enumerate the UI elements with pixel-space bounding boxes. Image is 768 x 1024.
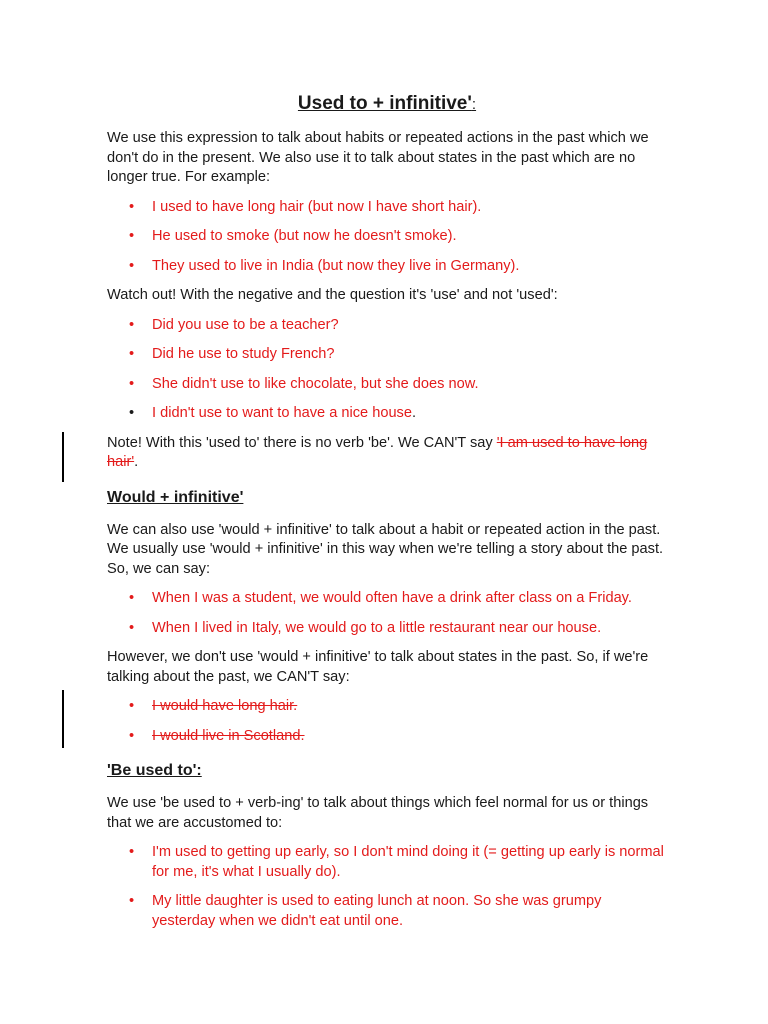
example-list — [107, 843, 667, 931]
list-item: • She didn't use to like chocolate, but she does now. — [107, 375, 667, 395]
example-list — [107, 589, 667, 638]
list-item: • I would live in Scotland. — [107, 727, 667, 747]
bullet-icon: • — [129, 198, 135, 215]
bullet-icon: • — [129, 375, 135, 392]
negative-example-list — [107, 316, 667, 424]
list-item: • My little daughter is used to eating lunch at noon. So she was grumpy yesterday when we didn't eat until one. — [129, 893, 602, 929]
bullet-icon: • — [129, 844, 135, 860]
list-item: • When I was a student, we would often have a drink after class on a Friday. — [107, 589, 667, 609]
note-paragraph: Note! With this 'used to' there is no verb 'be'. We CAN'T say 'I am used to have long hair'. — [107, 434, 648, 470]
bullet-icon: • — [129, 257, 135, 274]
section-title-would: Would + infinitive' — [107, 488, 244, 506]
section-title-used-to: Used to + infinitive': — [297, 93, 477, 114]
list-item: • I would have long hair. — [107, 697, 667, 717]
title-colon: : — [471, 96, 477, 113]
list-item: • I used to have long hair (but now I have short hair). — [107, 198, 667, 218]
watch-out-paragraph: Watch out! With the negative and the question it's 'use' and not 'used': — [107, 287, 558, 303]
bullet-icon: • — [129, 619, 135, 636]
bullet-icon: • — [129, 698, 135, 714]
intro-paragraph: We can also use 'would + infinitive' to talk about a habit or repeated action in the past. We usually use 'would + infinitive' in this way when we're telling a story about the past. So, we can say: — [107, 521, 664, 577]
document-page — [107, 90, 667, 941]
bullet-icon: • — [129, 590, 135, 606]
intro-paragraph: We use this expression to talk about habits or repeated actions in the past which we don't do in the present. We also use it to talk about states in the past which are no longer true. For example: — [107, 130, 649, 185]
list-item: • I'm used to getting up early, so I don't mind doing it (= getting up early is normal for me, it's what I usually do). — [129, 844, 664, 880]
list-item: • Did you use to be a teacher? — [107, 316, 667, 336]
example-list — [107, 198, 667, 277]
bullet-icon: • — [129, 228, 135, 244]
wrong-example-list — [107, 697, 667, 746]
intro-paragraph: We use 'be used to + verb-ing' to talk about things which feel normal for us or things that we are accustomed to: — [107, 795, 649, 831]
revision-bar — [62, 690, 64, 748]
bullet-icon: • — [129, 893, 135, 909]
struck-example: 'I am used to have long hair' — [107, 434, 648, 470]
list-item: • They used to live in India (but now they live in Germany). — [107, 257, 667, 277]
list-item: • When I lived in Italy, we would go to a little restaurant near our house. — [107, 619, 667, 639]
bullet-icon: • — [129, 316, 135, 333]
list-item: • I didn't use to want to have a nice house. — [107, 404, 667, 424]
list-item: • Did he use to study French? — [107, 345, 667, 365]
bullet-icon: • — [129, 346, 135, 362]
bullet-icon: • — [129, 405, 135, 421]
revision-bar — [62, 432, 64, 482]
list-item: • He used to smoke (but now he doesn't smoke). — [107, 227, 667, 247]
section-title-be-used-to: 'Be used to': — [107, 762, 202, 779]
bullet-icon: • — [129, 727, 135, 744]
however-paragraph: However, we don't use 'would + infinitive' to talk about states in the past. So, if we're talking about the past, we CAN'T say: — [107, 649, 649, 685]
